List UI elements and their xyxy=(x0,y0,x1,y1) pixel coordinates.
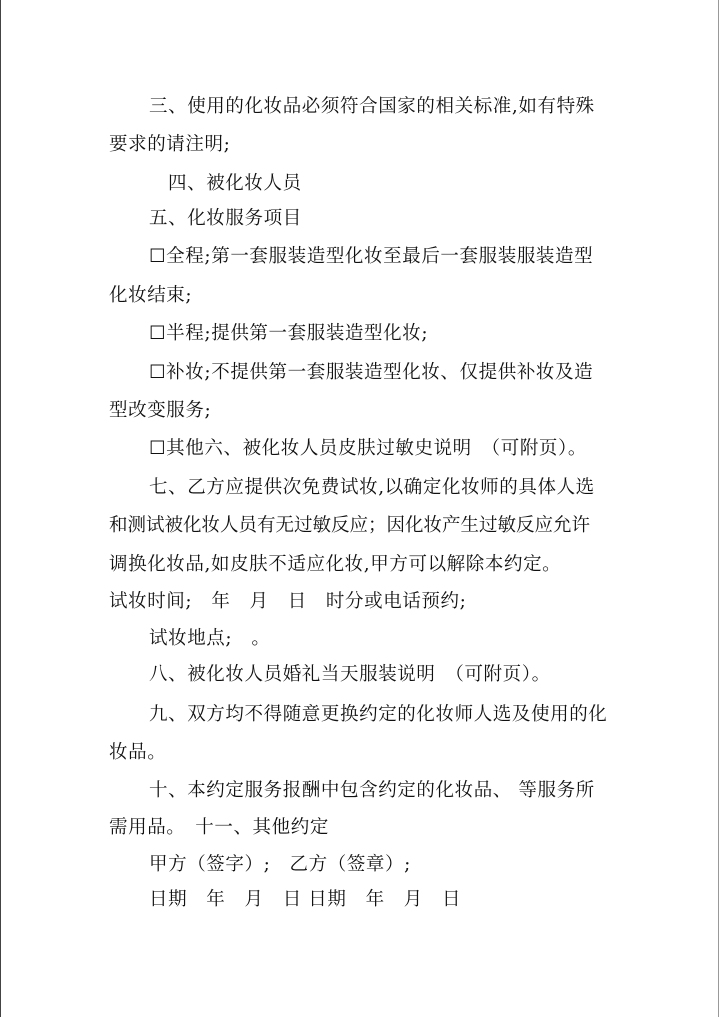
option-touchup-line-1: ☐补妆;不提供第一套服装造型化妆、仅提供补妆及造 xyxy=(149,362,594,383)
clause-7-line-3: 调换化妆品,如皮肤不适应化妆,甲方可以解除本约定。 xyxy=(109,554,562,575)
clause-7-line-1: 七、乙方应提供次免费试妆,以确定化妆师的具体人选 xyxy=(149,477,595,498)
option-touchup-line-2: 型改变服务; xyxy=(109,400,212,421)
clause-5-heading: 五、化妆服务项目 xyxy=(149,208,302,229)
clause-10-line-1: 十、本约定服务报酬中包含约定的化妆品、 等服务所 xyxy=(149,780,595,801)
clause-10-line-2: 需用品。 十一、其他约定 xyxy=(109,817,329,838)
trial-time: 试妆时间; 年 月 日 时分或电话预约; xyxy=(109,591,467,612)
clause-9-line-1: 九、双方均不得随意更换约定的化妆师人选及使用的化 xyxy=(149,704,608,725)
option-half: ☐半程;提供第一套服装造型化妆; xyxy=(149,323,429,344)
trial-location: 试妆地点; 。 xyxy=(149,628,271,649)
clause-3-line-2: 要求的请注明; xyxy=(109,134,231,155)
clause-4-heading: 四、被化妆人员 xyxy=(168,173,302,194)
signature-line: 甲方（签字）; 乙方（签章）; xyxy=(149,854,411,875)
option-other-and-clause-6: ☐其他六、被化妆人员皮肤过敏史说明 （可附页）。 xyxy=(149,438,587,459)
clause-9-line-2: 妆品。 xyxy=(109,742,167,763)
date-line: 日期 年 月 日 日期 年 月 日 xyxy=(149,889,462,910)
clause-8: 八、被化妆人员婚礼当天服装说明 （可附页）。 xyxy=(149,664,551,685)
option-full-line-1: ☐全程;第一套服装造型化妆至最后一套服装服装造型 xyxy=(149,246,594,267)
option-full-line-2: 化妆结束; xyxy=(109,285,193,306)
clause-7-line-2: 和测试被化妆人员有无过敏反应；因化妆产生过敏反应允许 xyxy=(109,515,591,536)
clause-3-line-1: 三、使用的化妆品必须符合国家的相关标准,如有特殊 xyxy=(149,96,595,117)
